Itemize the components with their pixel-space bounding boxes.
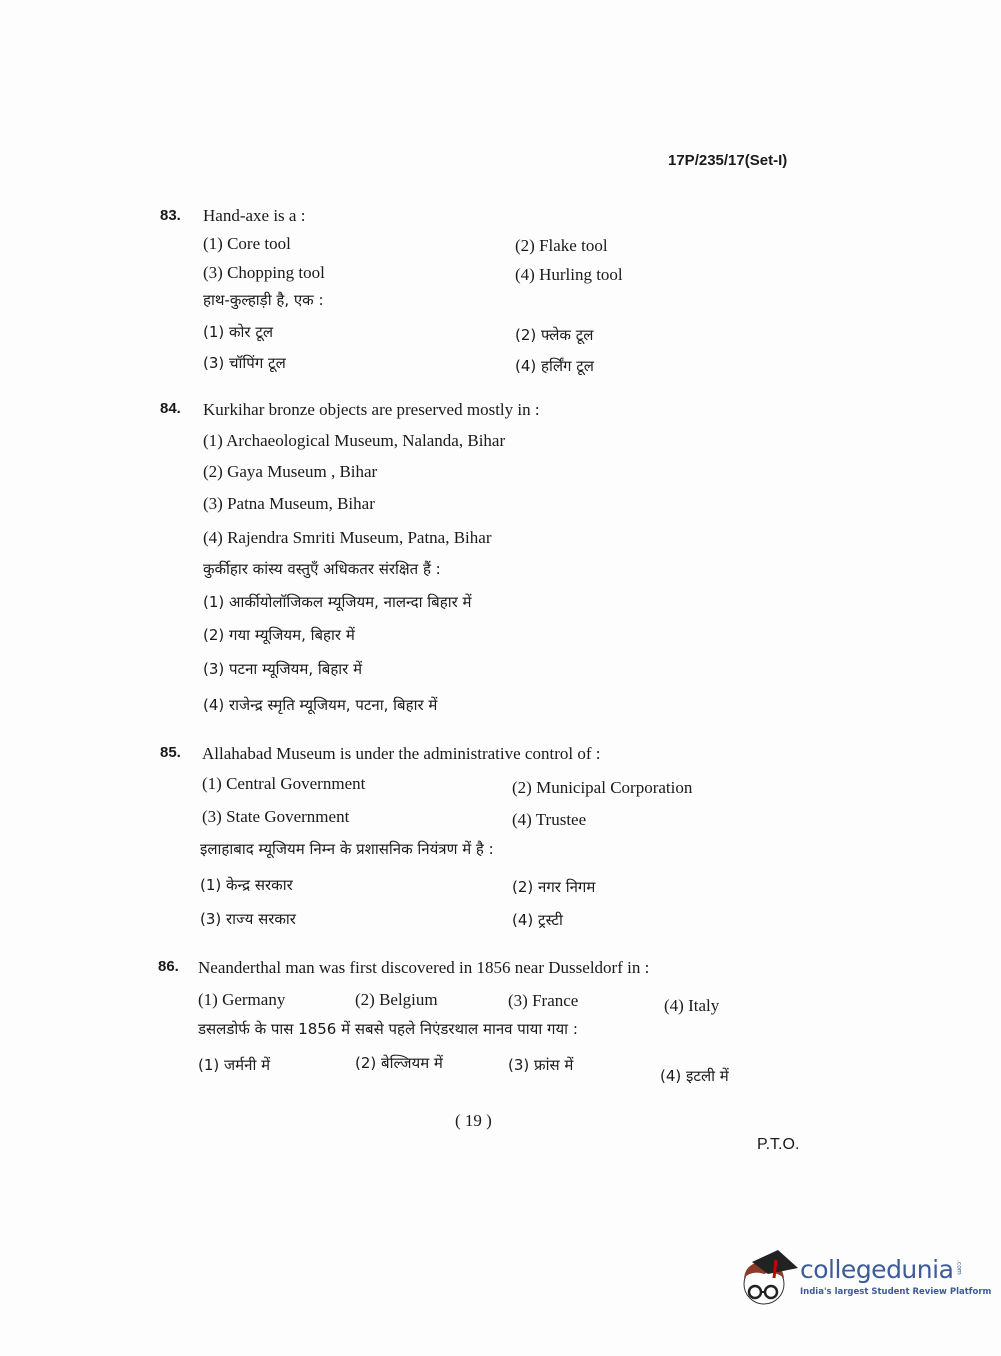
option-hi: (3) चॉपिंग टूल bbox=[203, 354, 286, 372]
collegedunia-logo bbox=[738, 1248, 996, 1320]
brand-name: collegedunia bbox=[800, 1255, 954, 1284]
brand-row bbox=[800, 1256, 991, 1284]
option-en: (1) Central Government bbox=[202, 774, 366, 793]
question-number: 85. bbox=[160, 744, 181, 761]
pto-label: P.T.O. bbox=[757, 1136, 800, 1153]
brand-domain: .com bbox=[955, 1260, 963, 1275]
question-number: 83. bbox=[160, 207, 181, 224]
question-stem-en: Kurkihar bronze objects are preserved mostly in : bbox=[203, 400, 540, 419]
option-en: (4) Italy bbox=[664, 996, 720, 1015]
option-hi: (2) गया म्यूजियम, बिहार में bbox=[203, 626, 355, 644]
option-hi: (1) आर्कीयोलॉजिकल म्यूजियम, नालन्दा बिहार में bbox=[203, 593, 472, 611]
option-hi: (3) राज्य सरकार bbox=[200, 910, 296, 928]
option-hi: (1) केन्द्र सरकार bbox=[200, 876, 293, 894]
paper-code: 17P/235/17(Set-I) bbox=[668, 152, 788, 169]
question-stem-en: Allahabad Museum is under the administrative control of : bbox=[202, 744, 601, 763]
question-stem-en: Hand-axe is a : bbox=[203, 206, 306, 225]
option-en: (4) Rajendra Smriti Museum, Patna, Bihar bbox=[203, 528, 492, 547]
option-hi: (2) फ्लेक टूल bbox=[515, 326, 594, 344]
option-en: (1) Core tool bbox=[203, 234, 291, 253]
option-hi: (4) ट्रस्टी bbox=[512, 911, 563, 929]
question-stem-en: Neanderthal man was first discovered in 1856 near Dusseldorf in : bbox=[198, 958, 650, 977]
option-hi: (1) कोर टूल bbox=[203, 323, 274, 341]
option-en: (4) Hurling tool bbox=[515, 265, 623, 284]
option-hi: (2) नगर निगम bbox=[512, 878, 596, 896]
option-hi: (4) इटली में bbox=[660, 1067, 729, 1085]
option-en: (2) Municipal Corporation bbox=[512, 778, 693, 797]
logo-text bbox=[800, 1248, 991, 1297]
question-number: 86. bbox=[158, 958, 179, 975]
option-hi: (3) फ्रांस में bbox=[508, 1056, 574, 1074]
option-hi: (4) राजेन्द्र स्मृति म्यूजियम, पटना, बिहार में bbox=[203, 696, 438, 714]
option-en: (2) Gaya Museum , Bihar bbox=[203, 462, 378, 481]
mascot-icon bbox=[738, 1248, 800, 1316]
question-stem-hi: कुर्कीहार कांस्य वस्तुएँ अधिकतर संरक्षित हैं : bbox=[203, 560, 441, 578]
question-stem-hi: हाथ-कुल्हाड़ी है, एक : bbox=[203, 291, 324, 309]
option-en: (1) Archaeological Museum, Nalanda, Bihar bbox=[203, 431, 506, 450]
option-en: (4) Trustee bbox=[512, 810, 587, 829]
question-stem-hi: इलाहाबाद म्यूजियम निम्न के प्रशासनिक नियंत्रण में है : bbox=[200, 840, 494, 858]
option-en: (3) Patna Museum, Bihar bbox=[203, 494, 375, 513]
option-hi: (4) हर्लिंग टूल bbox=[515, 357, 594, 375]
option-en: (3) France bbox=[508, 991, 579, 1010]
option-en: (3) State Government bbox=[202, 807, 350, 826]
option-en: (2) Flake tool bbox=[515, 236, 608, 255]
question-number: 84. bbox=[160, 400, 181, 417]
question-stem-hi: डसलडोर्फ के पास 1856 में सबसे पहले निएंडरथाल मानव पाया गया : bbox=[198, 1020, 578, 1038]
option-en: (2) Belgium bbox=[355, 990, 438, 1009]
page-number: ( 19 ) bbox=[455, 1111, 492, 1130]
option-hi: (2) बेल्जियम में bbox=[355, 1054, 443, 1072]
option-hi: (1) जर्मनी में bbox=[198, 1056, 271, 1074]
option-en: (1) Germany bbox=[198, 990, 286, 1009]
option-en: (3) Chopping tool bbox=[203, 263, 325, 282]
brand-tagline: India's largest Student Review Platform bbox=[800, 1286, 992, 1297]
option-hi: (3) पटना म्यूजियम, बिहार में bbox=[203, 660, 363, 678]
